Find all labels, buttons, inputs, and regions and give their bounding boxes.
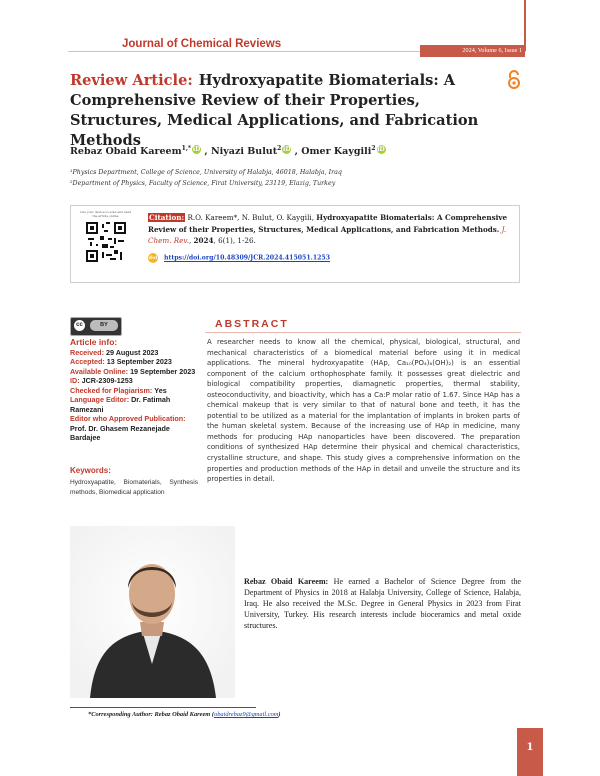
author-bio	[244, 576, 521, 631]
citation-journal: J. Chem. Rev.	[148, 224, 507, 245]
citation-label: Citation:	[149, 213, 185, 222]
qr-code-icon[interactable]	[86, 222, 126, 262]
article-title-text: Hydroxyapatite Biomaterials: A Comprehensive Review of their Properties, Structures, Medical Applications, and Fabrication Methods	[70, 72, 479, 149]
open-access-icon	[507, 70, 521, 94]
volume-issue-badge: 2024, Volume 6, Issue 1	[420, 45, 525, 57]
corresponding-label: *Corresponding Author: Rebaz Obaid Kareem (	[88, 711, 214, 718]
footnote-rule	[70, 707, 256, 708]
cc-icon: cc	[74, 320, 85, 331]
affiliation: ¹Physics Department, College of Science, University of Halabja, 46018, Halabja, Iraq	[70, 169, 342, 176]
accepted-label: Accepted:	[70, 357, 105, 366]
abstract-rule	[205, 332, 521, 333]
article-id: JCR-2309-1253	[81, 376, 133, 385]
citation-volume: , 6(1), 1-26.	[213, 236, 256, 245]
cc-license-badge[interactable]	[70, 317, 122, 336]
article-info	[70, 338, 200, 443]
orcid-icon[interactable]: iD	[283, 146, 291, 153]
qr-block	[78, 210, 133, 276]
author-name: Omer Kaygili	[301, 146, 372, 158]
author-name: Rebaz Obaid Kareem	[70, 146, 182, 158]
abstract-text: A researcher needs to know all the chemical, physical, biological, structural, and mechanical characteristics of a biomedical material before using it in medical applications. The mineral hydroxyapatite (HAp, Ca₁₀(PO₄)₆(OH)₂) is an essential component of the calcium orthophosphate family. It possesses great dielectric and biological compatibility properties, diamagnetic properties, thermal stability, osteoconductivity, and bioactivity, which has a Ca:P molar ratio of 1.67. Since HAp has a chemical makeup that is very similar to that of natural bone and teeth, it has the potential to be utilized as a material for the implantation of implants in broken parts of the human skeletal system. Because of the increasing use of HAp in medicine, many methods for producing HAp nanoparticles have been discovered. The preparation conditions of synthesized HAp determine their physical and chemical characteristics, crystalline structure, and shape. This study gives a comprehensive information on the properties and production methods of the HAp in detail and unveile the structure and its properties in detail.	[207, 338, 520, 484]
author-list: Rebaz Obaid Kareem$^{1,*}$ iD , Niyazi Bulut$^2$ iD , Omer Kaygili$^2$ iD	[70, 145, 385, 158]
plagiarism-label: Checked for Plagiarism:	[70, 385, 153, 395]
journal-name: Journal of Chemical Reviews	[122, 38, 282, 50]
article-type: Review Article:	[70, 72, 193, 89]
author-name: Niyazi Bulut	[210, 146, 278, 158]
language-editor: Dr. Fatimah Ramezani	[70, 395, 171, 414]
bio-text: He earned a Bachelor of Science Degree from the Department of Physics in 2018 at Halabja University, College of Science, Halabja, Iraq. He also received the M.Sc. Degree in General Physics in 2023 from Firat University, Turkey. His research interests include bioceramics and metal oxide structures.	[244, 577, 521, 630]
page-number: 1	[517, 728, 543, 776]
abstract-heading: ABSTRACT	[215, 318, 289, 330]
citation-year: 2024	[193, 236, 214, 245]
orcid-icon[interactable]: iD	[192, 146, 201, 153]
citation-title: Hydroxyapatite Biomaterials: A Comprehensive Review of their Properties, Structures, Medical Applications, and Fabrication Methods.	[148, 213, 508, 234]
approving-editor-label: Editor who Approved Publication:	[70, 414, 186, 423]
orcid-icon[interactable]: iD	[377, 146, 385, 153]
corresponding-author	[88, 711, 281, 718]
keywords-heading: Keywords:	[70, 466, 111, 475]
author-affiliation-mark: 2	[371, 145, 376, 152]
doi-icon: doi	[148, 255, 158, 261]
available-label: Available Online:	[70, 366, 129, 376]
author-photo	[70, 526, 235, 698]
corresponding-email[interactable]: obaidrebaz9@gmail.com	[214, 711, 279, 718]
citation-text: Citation: R.O. Kareem*, N. Bulut, O. Kaygili, Hydroxyapatite Biomaterials: A Comprehensive Review of their Properties, Structures, Medical Applications, and Fabrication Methods. J. Chem. Rev., 2024, 6(1), 1-26.	[148, 213, 508, 245]
approving-editor: Prof. Dr. Ghasem Rezanejade Bardajee	[70, 423, 170, 442]
qr-caption: Use your device to scan and read the article online	[80, 210, 131, 218]
by-icon: BY	[90, 320, 118, 331]
available-date: 19 September 2023	[130, 366, 196, 376]
author-affiliation-mark: 2	[277, 145, 282, 152]
article-info-heading: Article info:	[70, 337, 118, 347]
corresponding-close: )	[278, 711, 281, 718]
accepted-date: 13 September 2023	[106, 357, 172, 366]
citation-authors: R.O. Kareem*, N. Bulut, O. Kaygili,	[185, 213, 317, 222]
id-label: ID:	[70, 376, 80, 385]
affiliation: ²Department of Physics, Faculty of Science, Firat University, 23119, Elazig, Turkey	[70, 180, 336, 187]
doi-link[interactable]: https://doi.org/10.48309/JCR.2024.415051.1253	[164, 254, 331, 262]
received-date: 29 August 2023	[105, 347, 159, 357]
plagiarism-value: Yes	[154, 385, 167, 395]
bio-author-name: Rebaz Obaid Kareem:	[244, 577, 329, 586]
author-affiliation-mark: 1,*	[181, 145, 192, 152]
article-title	[70, 71, 510, 151]
received-label: Received:	[70, 347, 104, 357]
keywords-text: Hydroxyapatite, Biomaterials, Synthesis methods, Biomedical application	[70, 479, 198, 496]
language-editor-label: Language Editor:	[70, 395, 130, 404]
doi-row	[148, 253, 330, 263]
